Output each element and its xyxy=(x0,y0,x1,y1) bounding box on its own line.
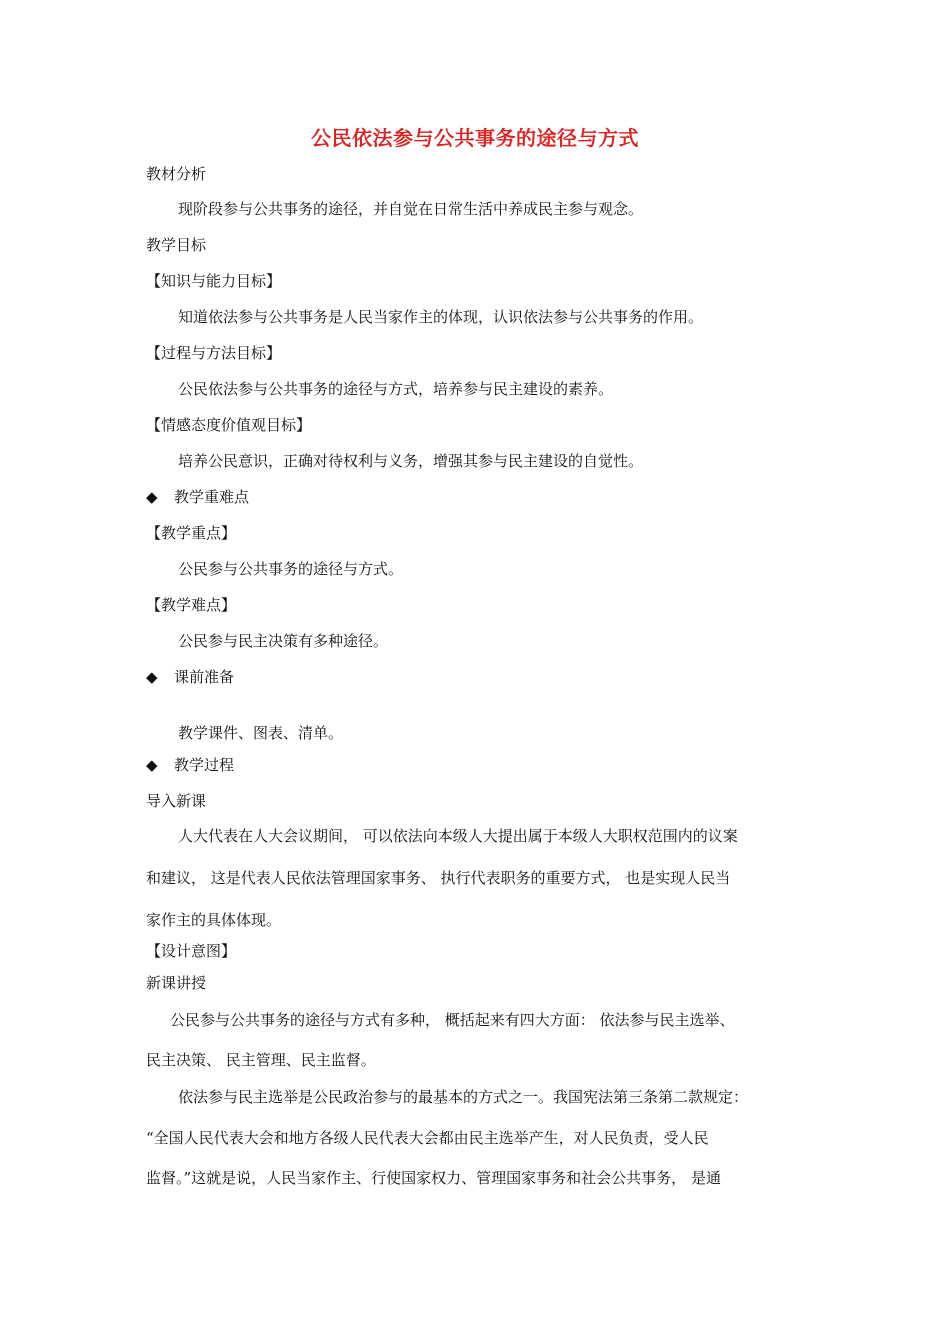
teaching-process-heading xyxy=(146,755,811,775)
key-difficult-heading-text: 教学重难点 xyxy=(174,488,250,506)
diamond-bullet-icon: ◆ xyxy=(146,668,158,686)
document-title: 公民依法参与公共事务的途径与方式 xyxy=(311,126,639,150)
key-heading: 【教学重点】 xyxy=(146,524,237,542)
prep-heading xyxy=(146,667,811,687)
emotion-heading: 【情感态度价值观目标】 xyxy=(146,416,312,434)
paragraph-line: 监督。”这就是说，人民当家作主、行使国家权力、管理国家事务和社会公共事务， 是通 xyxy=(146,1169,721,1187)
key-text: 公民参与公共事务的途径与方式。 xyxy=(178,560,404,578)
teaching-process-heading-text: 教学过程 xyxy=(174,756,235,774)
difficult-text: 公民参与民主决策有多种途径。 xyxy=(178,632,389,650)
analysis-heading: 教材分析 xyxy=(146,165,207,183)
process-heading: 【过程与方法目标】 xyxy=(146,344,282,362)
prep-text: 教学课件、图表、清单。 xyxy=(178,724,344,742)
analysis-text: 现阶段参与公共事务的途径，并自觉在日常生活中养成民主参与观念。 xyxy=(178,200,644,218)
intro-line: 和建议， 这是代表人民依法管理国家事务、 执行代表职务的重要方式， 也是实现人民当 xyxy=(146,869,731,887)
key-difficult-heading xyxy=(146,487,811,507)
goals-heading: 教学目标 xyxy=(146,236,207,254)
intro-heading: 导入新课 xyxy=(146,792,207,810)
diamond-bullet-icon: ◆ xyxy=(146,488,158,506)
emotion-text: 培养公民意识，正确对待权利与义务，增强其参与民主建设的自觉性。 xyxy=(178,452,644,470)
paragraph-line: “全国人民代表大会和地方各级人民代表大会都由民主选举产生，对人民负责，受人民 xyxy=(146,1129,709,1147)
new-lesson-heading: 新课讲授 xyxy=(146,974,207,992)
process-text: 公民依法参与公共事务的途径与方式，培养参与民主建设的素养。 xyxy=(178,380,614,398)
diamond-bullet-icon: ◆ xyxy=(146,756,158,774)
knowledge-text: 知道依法参与公共事务是人民当家作主的体现，认识依法参与公共事务的作用。 xyxy=(178,308,704,326)
intro-line: 人大代表在人大会议期间， 可以依法向本级人大提出属于本级人大职权范围内的议案 xyxy=(178,827,738,845)
paragraph-line: 民主决策、 民主管理、民主监督。 xyxy=(146,1051,376,1069)
design-heading: 【设计意图】 xyxy=(146,942,237,960)
knowledge-heading: 【知识与能力目标】 xyxy=(146,272,282,290)
paragraph-line: 依法参与民主选举是公民政治参与的最基本的方式之一。我国宪法第三条第二款规定： xyxy=(178,1088,749,1106)
prep-heading-text: 课前准备 xyxy=(174,668,235,686)
paragraph-line: 公民参与公共事务的途径与方式有多种， 概括起来有四大方面： 依法参与民主选举、 xyxy=(170,1011,735,1029)
difficult-heading: 【教学难点】 xyxy=(146,596,237,614)
intro-line: 家作主的具体体现。 xyxy=(146,911,282,929)
